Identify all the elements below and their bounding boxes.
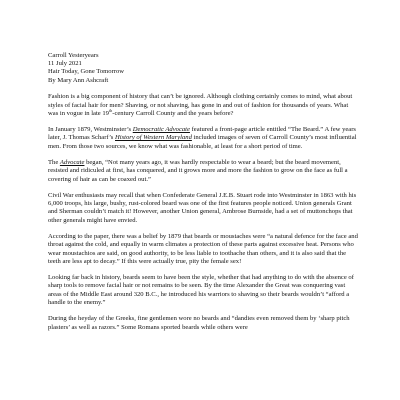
- article-byline: By Mary Ann Ashcraft: [48, 76, 109, 84]
- text-run: began, “Not many years ago, it was hardly respectable to wear a beard; but the beard movement, resisted and ridiculed at first, has conquered, and it grows more and more the fashion to grow on the face as full a covering of hair as can be coaxed out.”: [48, 159, 348, 183]
- text-run: included images of seven of Carroll County’s most influential men. From those two sources, we know what was fashionable, at least for a short period of time.: [48, 134, 357, 150]
- article-date: 11 July 2021: [48, 60, 82, 68]
- article-title: Hair Today, Gone Tomorrow: [48, 68, 125, 76]
- paragraph-4: Civil War enthusiasts may recall that when Confederate General J.E.B. Stuart rode into Westminster in 1863 with his 6,000 troops, his large, bushy, rust-colored beard was one of the first features people noticed. Union generals Grant and Sherman couldn’t match it! However, another Union general, Ambrose Burnside, had a set of muttonchops that other generals might have envied.: [48, 192, 357, 224]
- paragraph-5: According to the paper, there was a belief by 1879 that beards or moustaches were “a natural defence for the face and throat against the cold, and equally in warm climates a protection of these parts against excessive heat. Persons who wear moustachios are said, on good authority, to be less liable to toothache than others, and it is also said that the teeth are less apt to decay.” If this were actually true, pity the female sex!: [48, 233, 358, 265]
- paragraph-3: [48, 159, 360, 184]
- paragraph-7: During the heyday of the Greeks, fine gentlemen wore no beards and “dandies even removed them by ‘sharp pitch plasters’ as well as razors.” Some Romans sported beards while others were: [48, 315, 350, 331]
- text-run: -century Carroll County and the years before?: [112, 109, 234, 117]
- paragraph-1: [48, 93, 360, 118]
- publication-title: Advocate: [59, 159, 85, 167]
- book-title: History of Western Maryland: [115, 134, 192, 142]
- publication-title: Democratic Advocate: [132, 126, 190, 134]
- text-run: featured a front-page article entitled “The Beard.” A few years later, J. Thomas Scharf’s: [48, 126, 356, 142]
- paragraph-2: [48, 126, 360, 151]
- article-header: [48, 52, 360, 85]
- text-run: The: [48, 159, 60, 167]
- article-body: [48, 52, 360, 340]
- superscript: th: [108, 107, 113, 113]
- text-run: Fashion is a big component of history that can’t be ignored. Although clothing certainly comes to mind, what about styles of facial hair for men? Shaving, or not shaving, has gone in and out of fashion for thousands of years. What was in vogue in late 19: [48, 93, 353, 117]
- paragraph-6: Looking far back in history, beards seem to have been the style, whether that had anything to do with the absence of sharp tools to remove facial hair or not remains to be seen. By the time Alexander the Great was conquering vast areas of the Middle East around 320 B.C., he introduced his warriors to shaving so their beards wouldn’t “afford a handle to the enemy.”: [48, 274, 354, 306]
- text-run: In January 1879, Westminster’s: [48, 126, 133, 134]
- column-name: Carroll Yesteryears: [48, 52, 99, 59]
